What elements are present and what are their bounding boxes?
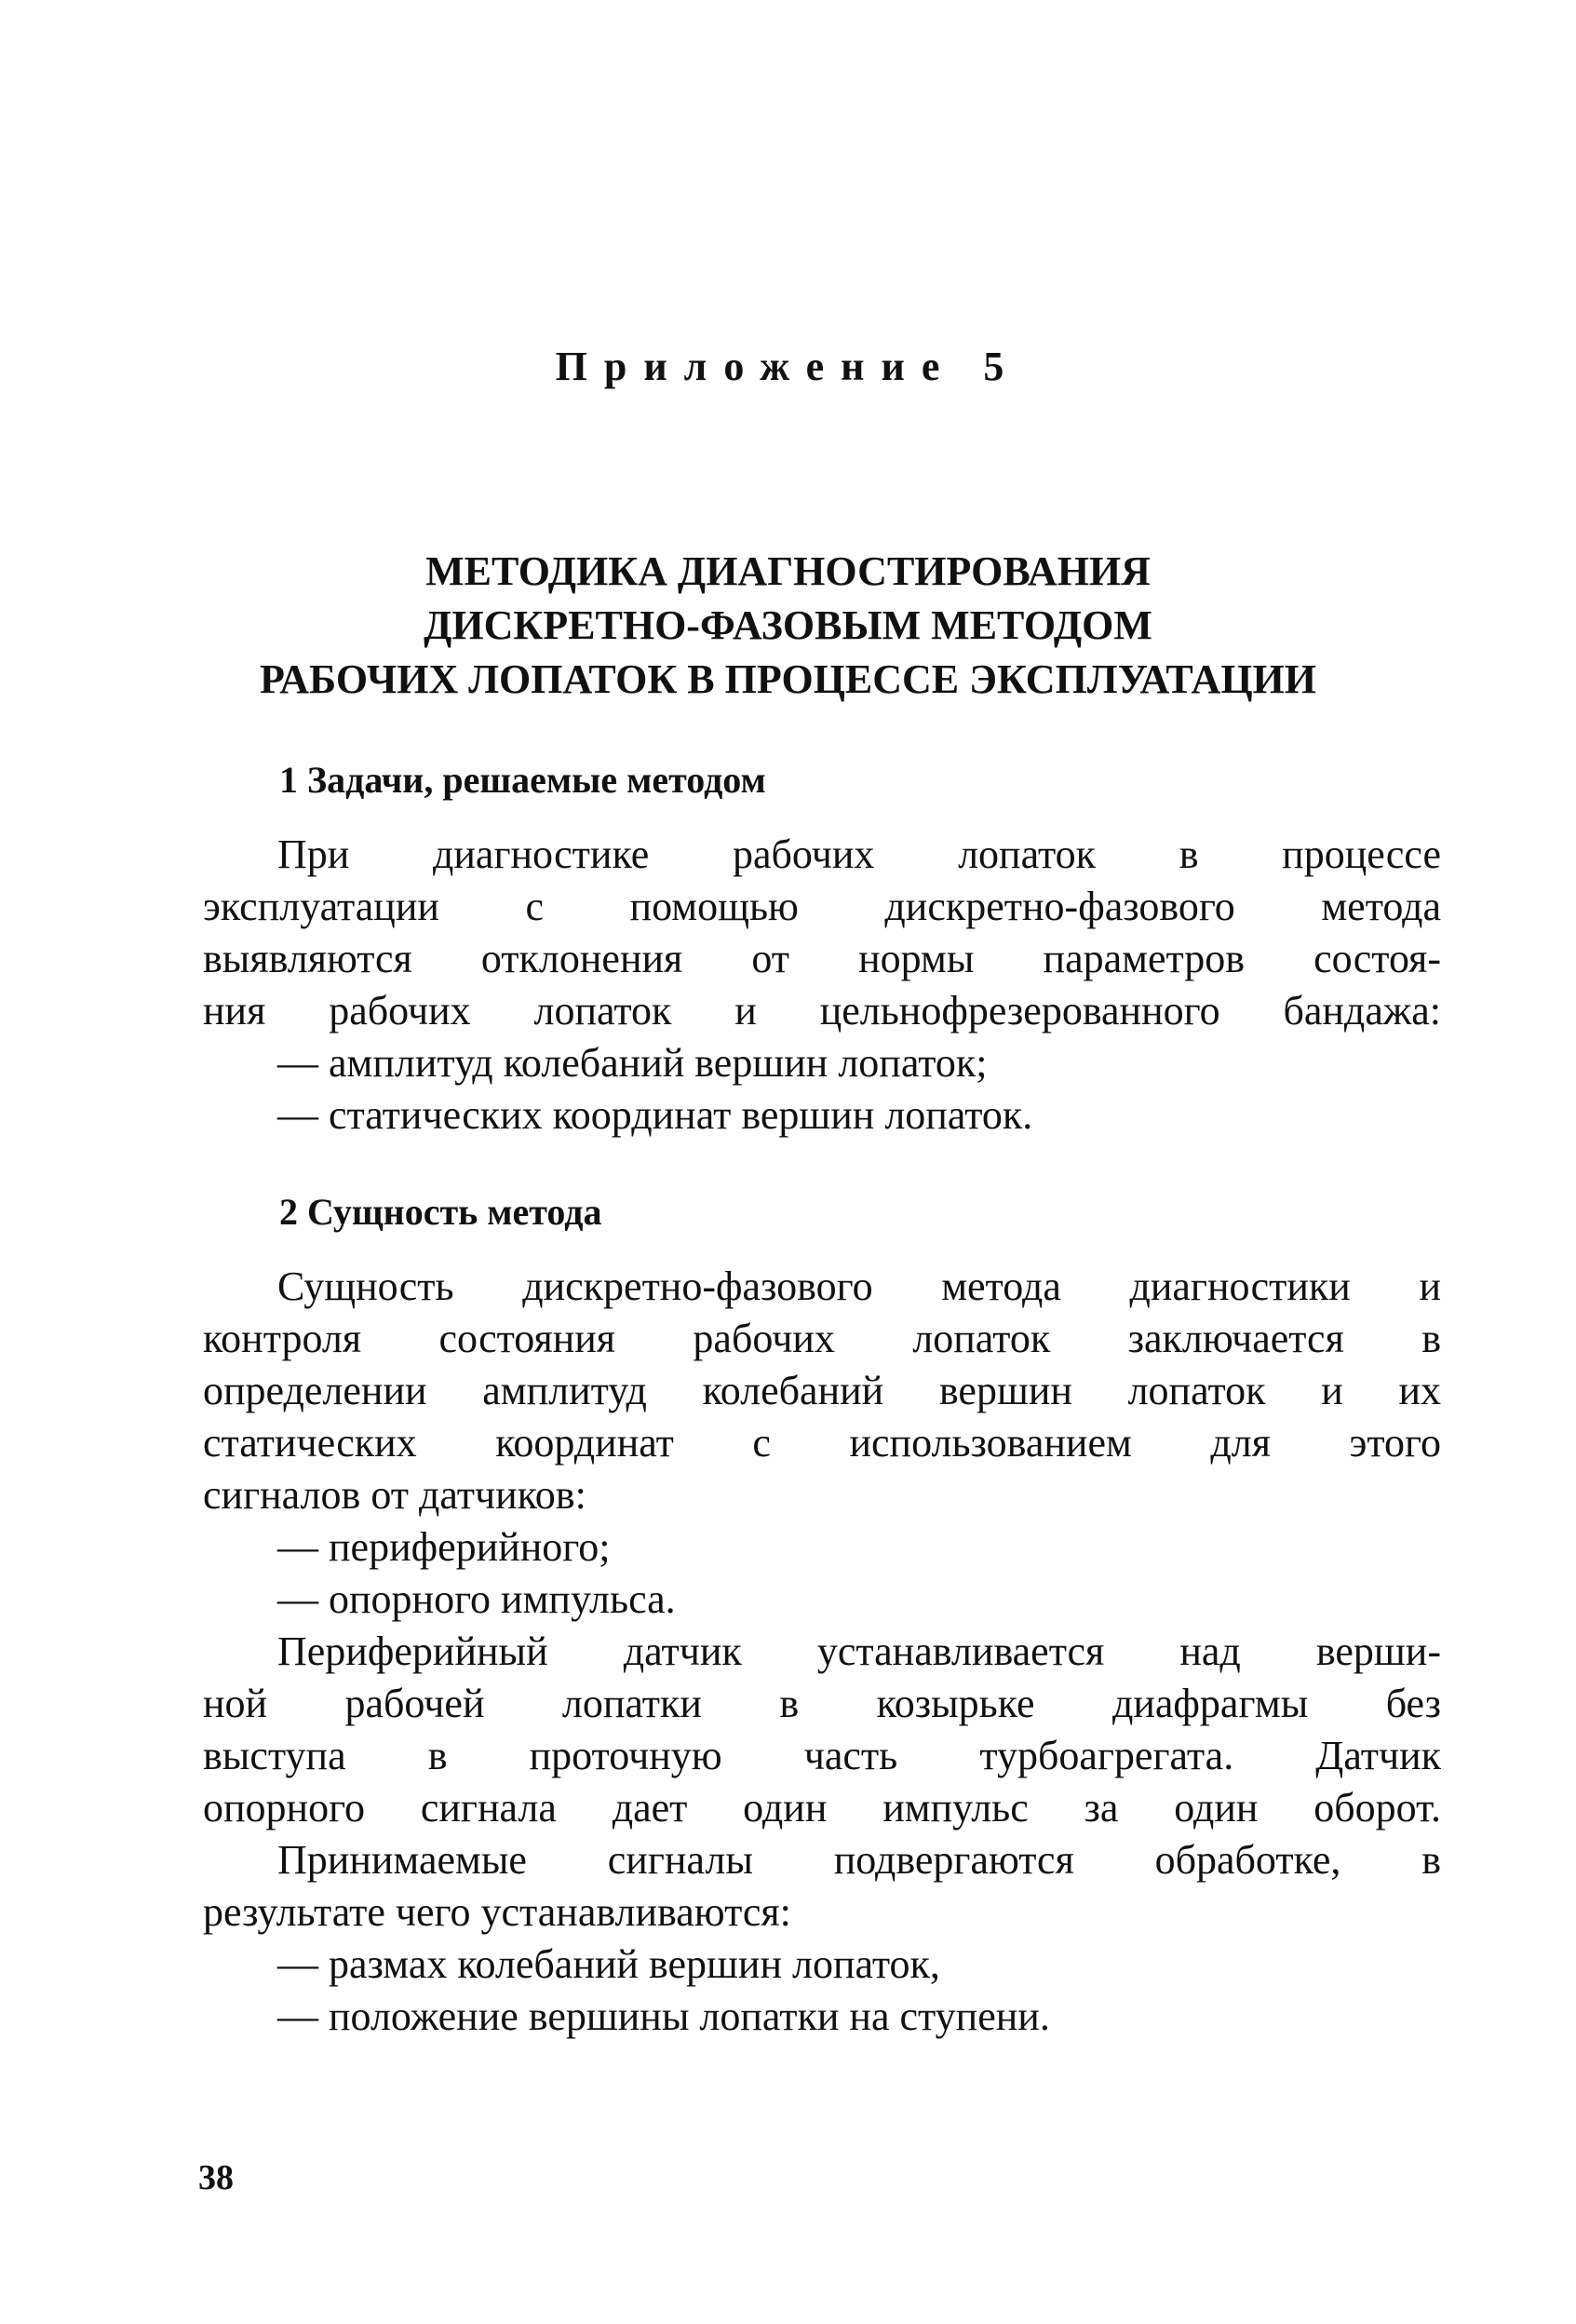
paragraph-line: выступа в проточную часть турбоагрегата. Датчик <box>203 1733 1441 1778</box>
list-item: — статических координат вершин лопаток. <box>277 1092 1033 1138</box>
section-1-heading: 1 Задачи, решаемые методом <box>279 759 766 801</box>
list-item: — амплитуд колебаний вершин лопаток; <box>277 1040 988 1086</box>
page-number: 38 <box>198 2158 234 2197</box>
title-line: РАБОЧИХ ЛОПАТОК В ПРОЦЕССЕ ЭКСПЛУАТАЦИИ <box>260 656 1316 702</box>
paragraph-line: выявляются отклонения от нормы параметров состоя- <box>203 936 1441 981</box>
list-item: — размах колебаний вершин лопаток, <box>277 1941 940 1987</box>
paragraph-line: При диагностике рабочих лопаток в процессе <box>277 831 1441 877</box>
paragraph-line: ния рабочих лопаток и цельнофрезерованного бандажа: <box>203 988 1441 1034</box>
title-line: ДИСКРЕТНО-ФАЗОВЫМ МЕТОДОМ <box>424 602 1152 648</box>
paragraph-line: контроля состояния рабочих лопаток заключается в <box>203 1316 1441 1361</box>
paragraph-line: статических координат с использованием для этого <box>203 1420 1441 1466</box>
list-item: — положение вершины лопатки на ступени. <box>277 1993 1050 2039</box>
paragraph-line: опорного сигнала дает один импульс за один оборот. <box>203 1785 1441 1831</box>
paragraph-line: Сущность дискретно-фазового метода диагностики и <box>277 1263 1441 1309</box>
appendix-label: Приложение 5 <box>555 344 1021 389</box>
title-line: МЕТОДИКА ДИАГНОСТИРОВАНИЯ <box>425 548 1151 594</box>
paragraph-line: определении амплитуд колебаний вершин лопаток и их <box>203 1368 1441 1413</box>
document-title <box>0 545 1576 707</box>
list-item: — опорного импульса. <box>277 1576 676 1622</box>
paragraph-line: эксплуатации с помощью дискретно-фазового метода <box>203 884 1441 929</box>
section-2-body <box>203 1261 1441 2043</box>
section-1-body <box>203 829 1441 1142</box>
paragraph-line: Периферийный датчик устанавливается над верши- <box>277 1628 1441 1674</box>
paragraph-line: ной рабочей лопатки в козырьке диафрагмы без <box>203 1681 1441 1726</box>
paragraph-line: сигналов от датчиков: <box>203 1472 586 1518</box>
paragraph-line: результате чего устанавливаются: <box>203 1889 791 1935</box>
paragraph-line: Принимаемые сигналы подвергаются обработке, в <box>277 1837 1441 1883</box>
section-2-heading: 2 Сущность метода <box>279 1191 602 1233</box>
list-item: — периферийного; <box>277 1524 611 1570</box>
